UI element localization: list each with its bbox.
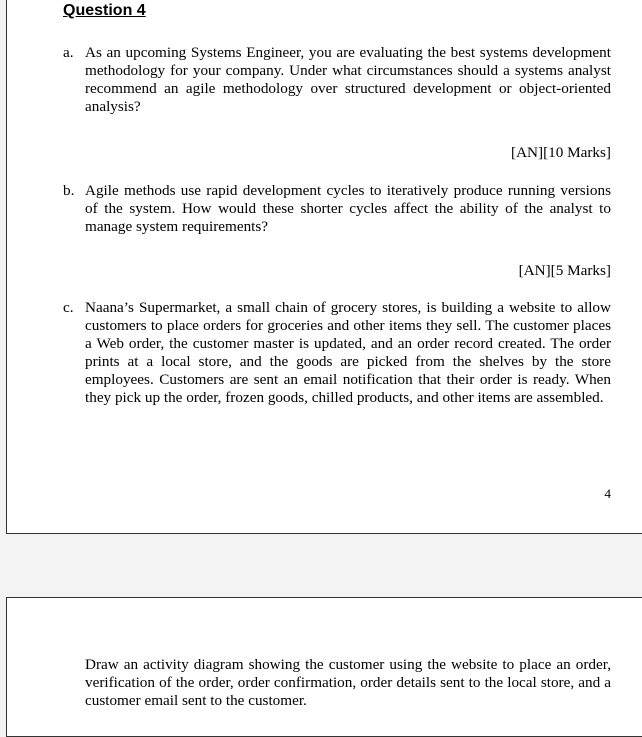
question-item-c <box>63 299 611 407</box>
item-letter: a. <box>63 44 74 61</box>
marks-label-a: [AN][10 Marks] <box>511 144 611 161</box>
item-letter: b. <box>63 182 75 199</box>
question-item-b <box>63 182 611 236</box>
document-page-5 <box>6 597 642 737</box>
marks-label-b: [AN][5 Marks] <box>518 262 611 279</box>
item-text: Agile methods use rapid development cycles to iteratively produce running versions of the system. How would these shorter cycles affect the ability of the analyst to manage system requirements? <box>85 182 611 235</box>
question-item-a <box>63 44 611 116</box>
page-number: 4 <box>604 486 611 501</box>
item-letter: c. <box>63 299 74 316</box>
question-heading: Question 4 <box>63 2 146 19</box>
question-continuation-text: Draw an activity diagram showing the customer using the website to place an order, verification of the order, order confirmation, order details sent to the local store, and a customer email sent to the customer. <box>85 656 611 709</box>
document-page-4 <box>6 0 642 534</box>
item-text: As an upcoming Systems Engineer, you are evaluating the best systems development methodology for your company. Under what circumstances should a systems analyst recommend an agile methodology over structured development or object-oriented analysis? <box>85 44 611 115</box>
item-text: Naana’s Supermarket, a small chain of grocery stores, is building a website to allow customers to place orders for groceries and other items they sell. The customer places a Web order, the customer master is updated, and an order record created. The order prints at a local store, and the goods are picked from the shelves by the store employees. Customers are sent an email notification that their order is ready. When they pick up the order, frozen goods, chilled products, and other items are assembled. <box>85 299 611 406</box>
